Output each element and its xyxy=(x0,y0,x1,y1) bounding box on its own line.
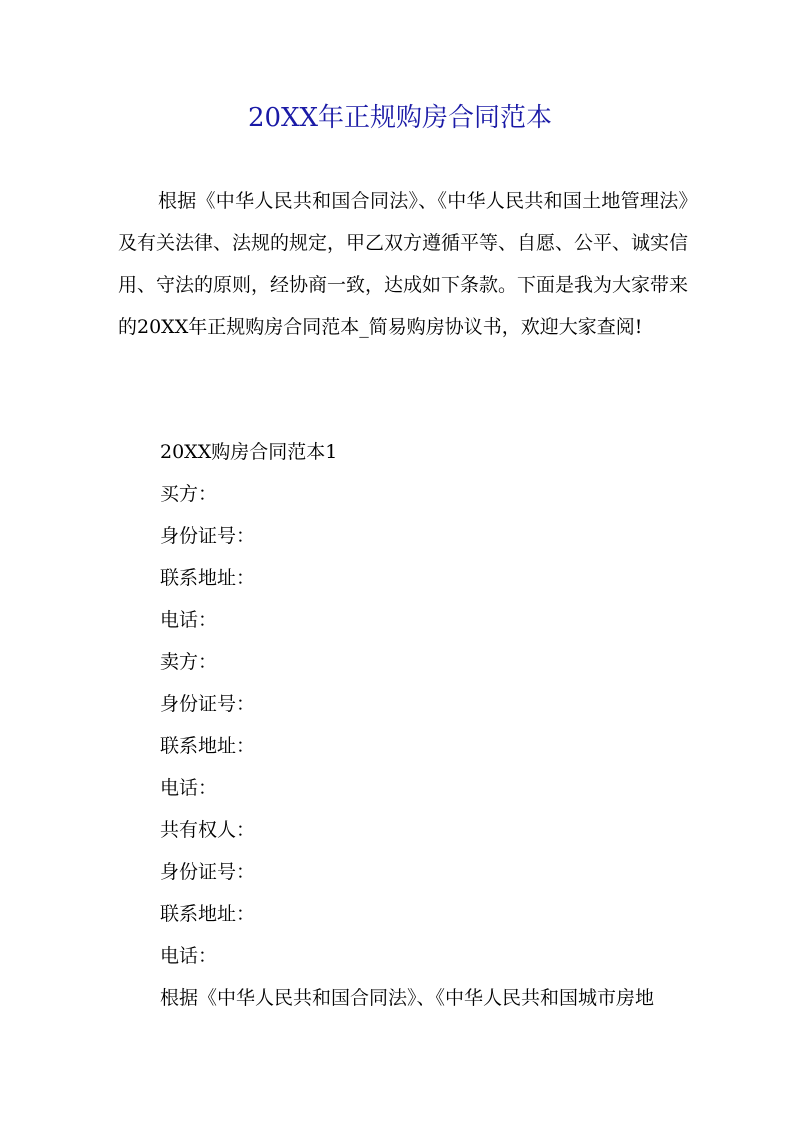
field-seller-address: 联系地址： xyxy=(160,735,256,757)
field-buyer: 买方： xyxy=(160,483,218,505)
field-seller: 卖方： xyxy=(160,651,218,673)
field-co-owner-phone: 电话： xyxy=(160,945,218,967)
field-buyer-address: 联系地址： xyxy=(160,567,256,589)
contract-fields xyxy=(160,431,690,977)
field-seller-id: 身份证号： xyxy=(160,693,256,715)
field-co-owner: 共有权人： xyxy=(160,819,256,841)
field-co-owner-address: 联系地址： xyxy=(160,903,256,925)
field-seller-phone: 电话： xyxy=(160,777,218,799)
field-buyer-id: 身份证号： xyxy=(160,525,256,547)
field-buyer-phone: 电话： xyxy=(160,609,218,631)
intro-paragraph: 根据《中华人民共和国合同法》、《中华人民共和国土地管理法》及有关法律、法规的规定，甲乙双方遵循平等、自愿、公平、诚实信用、守法的原则，经协商一致，达成如下条款。下面是我为大家带来的20XX年正规购房合同范本_简易购房协议书，欢迎大家查阅! xyxy=(118,190,689,338)
section-heading: 20XX购房合同范本1 xyxy=(160,441,338,463)
field-co-owner-id: 身份证号： xyxy=(160,861,256,883)
tail-paragraph: 根据《中华人民共和国合同法》、《中华人民共和国城市房地 xyxy=(160,987,655,1009)
document-title: 20XX年正规购房合同范本 xyxy=(247,103,553,133)
